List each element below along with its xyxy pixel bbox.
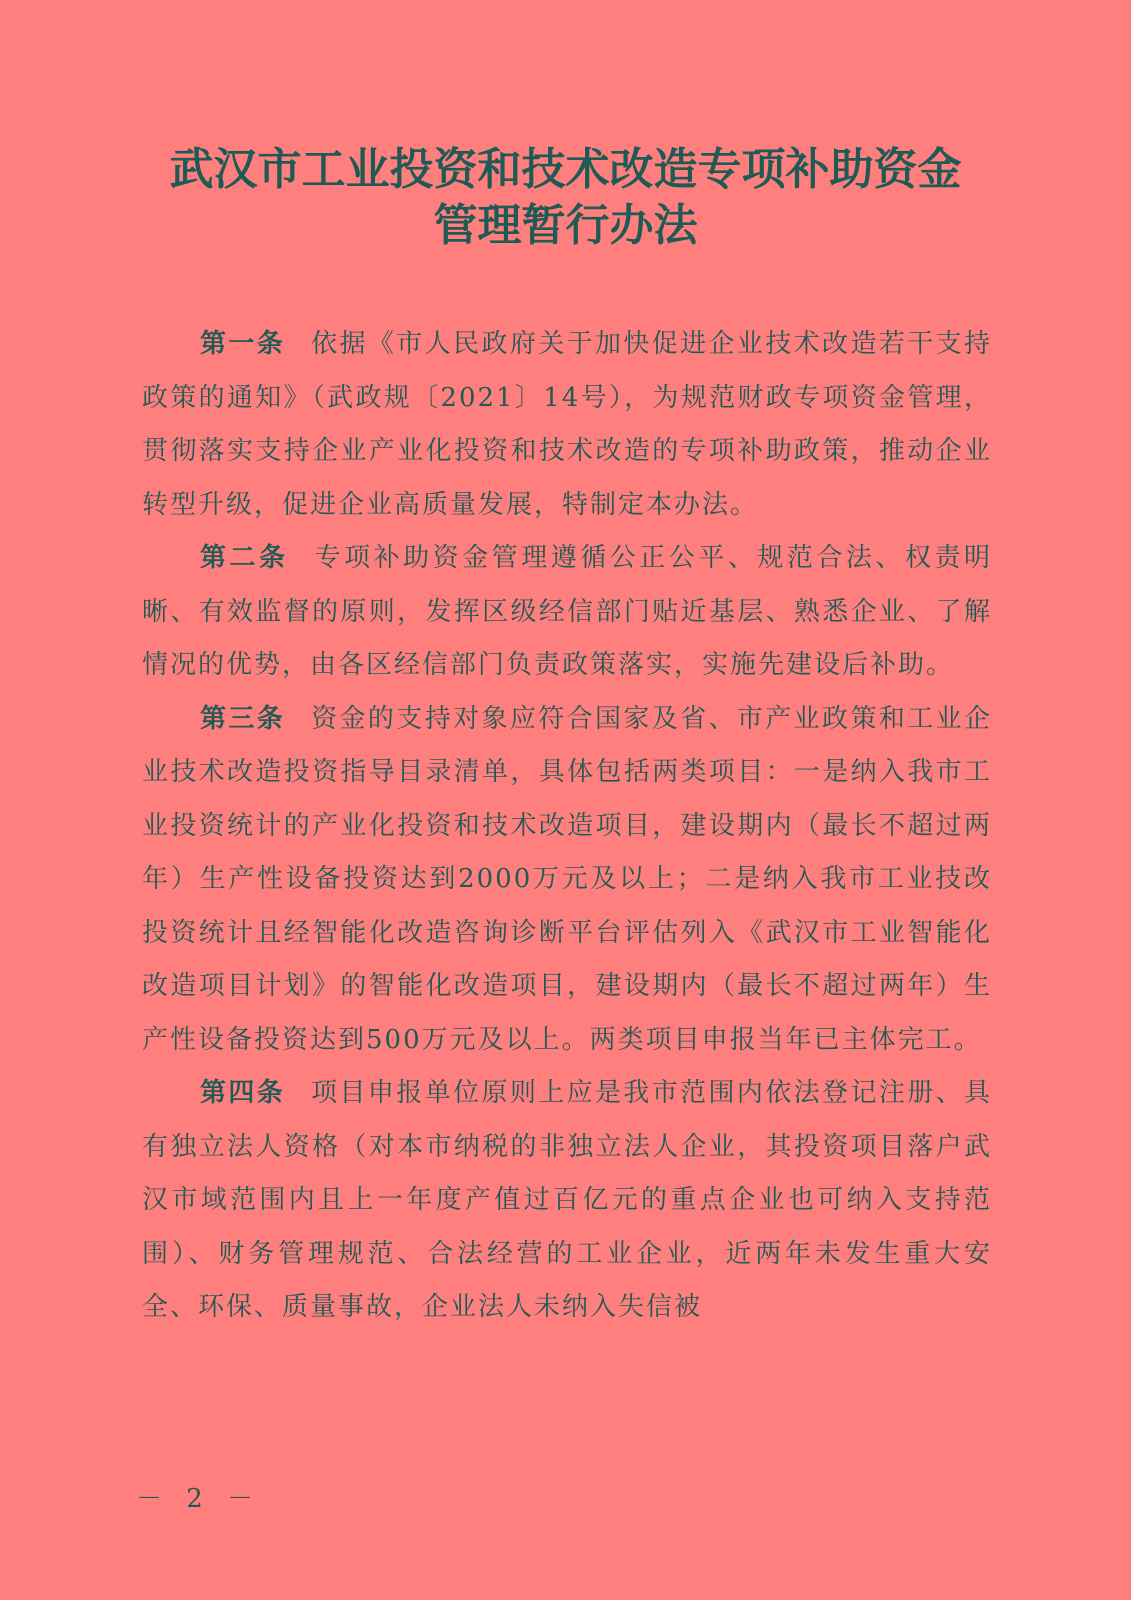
article-2-text: 专项补助资金管理遵循公正公平、规范合法、权责明晰、有效监督的原则，发挥区级经信部门贴近基层、熟悉企业、了解情况的优势，由各区经信部门负责政策落实，实施先建设后补助。 (142, 543, 992, 680)
document-title (0, 142, 1131, 254)
article-1-paragraph (142, 318, 992, 532)
title-line-2: 管理暂行办法 (433, 200, 698, 251)
document-body (142, 318, 992, 1335)
article-1-text: 依据《市人民政府关于加快促进企业技术改造若干支持政策的通知》（武政规〔2021〕14号），为规范财政专项资金管理，贯彻落实支持企业产业化投资和技术改造的专项补助政策，推动企业转型升级，促进企业高质量发展，特制定本办法。 (142, 329, 992, 520)
title-line-1: 武汉市工业投资和技术改造专项补助资金 (169, 144, 962, 195)
article-4-text: 项目申报单位原则上应是我市范围内依法登记注册、具有独立法人资格（对本市纳税的非独立法人企业，其投资项目落户武汉市域范围内且上一年度产值过百亿元的重点企业也可纳入支持范围）、财务管理规范、合法经营的工业企业，近两年未发生重大安全、环保、质量事故，企业法人未纳入失信被 (142, 1078, 992, 1322)
article-3-heading: 第三条 (200, 703, 286, 734)
article-4-heading: 第四条 (200, 1078, 286, 1108)
article-1-heading: 第一条 (200, 329, 286, 359)
article-2-heading: 第二条 (200, 543, 289, 573)
article-4-paragraph (142, 1067, 992, 1335)
article-3-paragraph (142, 693, 992, 1068)
article-2-paragraph (142, 532, 992, 693)
page-number: － 2 － (136, 1484, 262, 1514)
article-3-text: 资金的支持对象应符合国家及省、市产业政策和工业企业技术改造投资指导目录清单，具体包括两类项目：一是纳入我市工业投资统计的产业化投资和技术改造项目，建设期内（最长不超过两年）生产性设备投资达到2000万元及以上；二是纳入我市工业技改投资统计且经智能化改造咨询诊断平台评估列入《武汉市工业智能化改造项目计划》的智能化改造项目，建设期内（最长不超过两年）生产性设备投资达到500万元及以上。两类项目申报当年已主体完工。 (142, 703, 992, 1055)
